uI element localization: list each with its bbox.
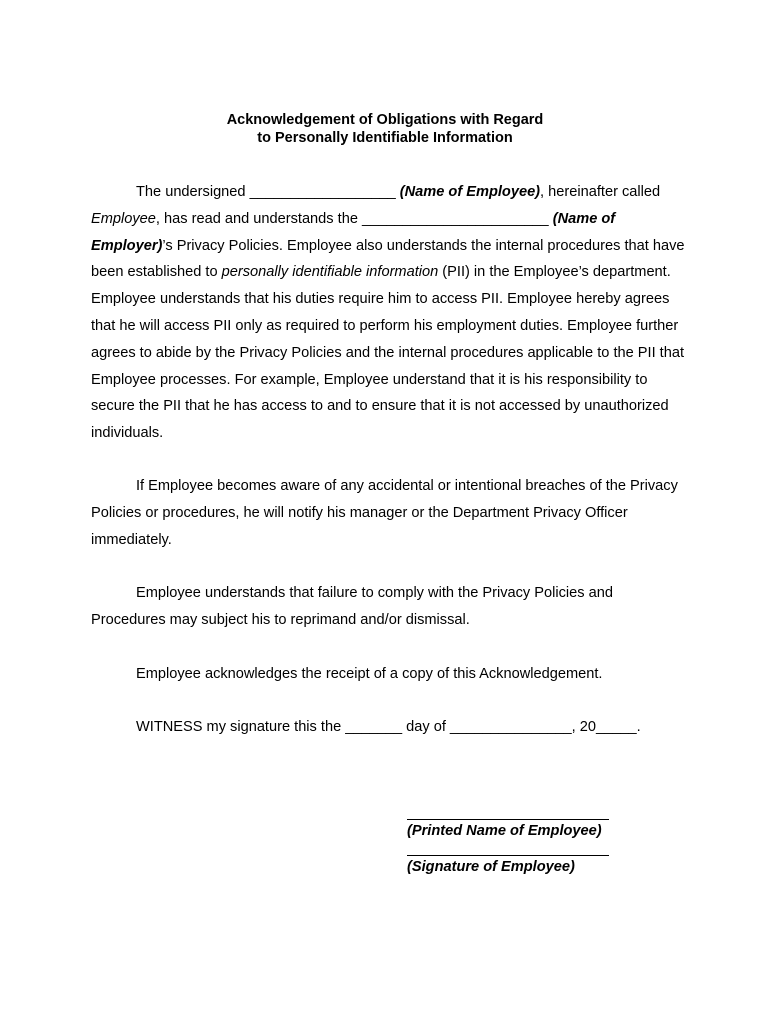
pii-term: personally identifiable information <box>221 264 439 281</box>
paragraph-receipt <box>91 661 691 688</box>
employee-term: Employee <box>91 210 156 227</box>
document-title <box>0 111 770 147</box>
title-line-1: Acknowledgement of Obligations with Regard <box>226 112 544 128</box>
p3-text: Employee understands that failure to comply with the Privacy Policies and Procedures may subject his to reprimand and/or dismissal. <box>91 585 613 628</box>
p1-text-g: ’s Privacy Policies. Employee also understands the internal procedures that have been established to <box>91 237 685 281</box>
p1-text-c: , hereinafter called <box>540 184 661 200</box>
p2-text: If Employee becomes aware of any accidental or intentional breaches of the Privacy Policies or procedures, he will notify his manager or the Department Privacy Officer immediately. <box>91 478 678 548</box>
p4-text: Employee acknowledges the receipt of a copy of this Acknowledgement. <box>136 666 603 682</box>
printed-name-signature-line: (Printed Name of Employee) <box>407 819 609 840</box>
title-line-2: to Personally Identifiable Information <box>257 130 513 146</box>
paragraph-failure <box>91 580 691 634</box>
employee-signature-line: (Signature of Employee) <box>407 855 609 876</box>
name-of-employee-label: (Name of Employee) <box>399 184 541 200</box>
paragraph-undersigned <box>91 179 691 447</box>
name-of-employer-label: (Name of Employer) <box>91 210 616 254</box>
p1-text-a: The undersigned __________________ <box>136 184 400 200</box>
paragraph-breaches <box>91 473 691 553</box>
p1-text-i: (PII) in the Employee’s department. Employee understands that his duties require him to access PII. Employee hereby agrees that he will access PII only as required to perform his employment duties. Employee further agrees to abide by the Privacy Policies and the internal procedures applicable to the PII that Employee processes. For example, Employee understand that it is his responsibility to secure the PII that he has access to and to ensure that it is not accessed by unauthorized individuals. <box>91 264 685 442</box>
p1-text-e: , has read and understands the _______________________ <box>155 210 553 227</box>
p5-text: WITNESS my signature this the _______ day of _______________, 20_____. <box>136 719 641 735</box>
paragraph-witness <box>91 714 691 741</box>
